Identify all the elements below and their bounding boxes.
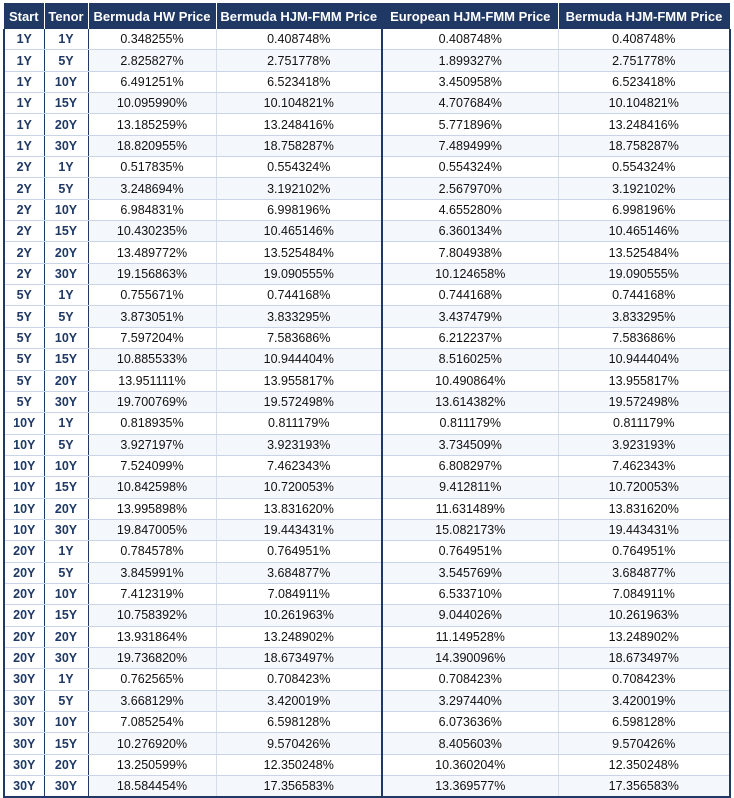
table-row: [4, 157, 730, 178]
bermuda-hw-price-cell: 3.873051%: [88, 306, 216, 327]
table-row: [4, 285, 730, 306]
bermuda-hjm-fmm-price-cell: 10.465146%: [216, 221, 382, 242]
start-cell: 5Y: [4, 327, 44, 348]
bermuda-hw-price-cell: 7.524099%: [88, 455, 216, 476]
bermuda-hjm-fmm-price-2-cell: 9.570426%: [558, 733, 730, 754]
header-bermuda-hw-price: Bermuda HW Price: [88, 3, 216, 29]
bermuda-hjm-fmm-price-cell: 0.811179%: [216, 413, 382, 434]
bermuda-hjm-fmm-price-2-cell: 6.998196%: [558, 199, 730, 220]
start-cell: 10Y: [4, 519, 44, 540]
bermuda-hjm-fmm-price-2-cell: 3.833295%: [558, 306, 730, 327]
start-cell: 5Y: [4, 370, 44, 391]
bermuda-hjm-fmm-price-2-cell: 3.192102%: [558, 178, 730, 199]
tenor-cell: 5Y: [44, 178, 88, 199]
table-row: [4, 327, 730, 348]
tenor-cell: 15Y: [44, 477, 88, 498]
table-row: [4, 434, 730, 455]
bermuda-hjm-fmm-price-cell: 19.572498%: [216, 391, 382, 412]
bermuda-hjm-fmm-price-2-cell: 19.090555%: [558, 263, 730, 284]
bermuda-hjm-fmm-price-cell: 18.758287%: [216, 135, 382, 156]
table-row: [4, 690, 730, 711]
european-hjm-fmm-price-cell: 7.804938%: [382, 242, 558, 263]
bermuda-hw-price-cell: 19.847005%: [88, 519, 216, 540]
bermuda-hw-price-cell: 3.668129%: [88, 690, 216, 711]
bermuda-hjm-fmm-price-cell: 13.831620%: [216, 498, 382, 519]
header-bermuda-hjm-fmm-price: Bermuda HJM-FMM Price: [216, 3, 382, 29]
european-hjm-fmm-price-cell: 0.744168%: [382, 285, 558, 306]
bermuda-hw-price-cell: 7.085254%: [88, 712, 216, 733]
start-cell: 20Y: [4, 583, 44, 604]
bermuda-hjm-fmm-price-2-cell: 0.811179%: [558, 413, 730, 434]
table-body: [4, 29, 730, 797]
table-row: [4, 519, 730, 540]
european-hjm-fmm-price-cell: 6.212237%: [382, 327, 558, 348]
header-bermuda-hjm-fmm-price-2: Bermuda HJM-FMM Price: [558, 3, 730, 29]
bermuda-hjm-fmm-price-cell: 0.408748%: [216, 29, 382, 50]
table-row: [4, 71, 730, 92]
bermuda-hw-price-cell: 6.491251%: [88, 71, 216, 92]
european-hjm-fmm-price-cell: 0.554324%: [382, 157, 558, 178]
start-cell: 2Y: [4, 221, 44, 242]
table-row: [4, 349, 730, 370]
price-comparison-table-wrapper: [3, 3, 729, 798]
tenor-cell: 5Y: [44, 434, 88, 455]
bermuda-hjm-fmm-price-cell: 0.554324%: [216, 157, 382, 178]
european-hjm-fmm-price-cell: 10.490864%: [382, 370, 558, 391]
table-row: [4, 135, 730, 156]
bermuda-hjm-fmm-price-2-cell: 18.758287%: [558, 135, 730, 156]
table-header: [4, 3, 730, 29]
bermuda-hw-price-cell: 0.755671%: [88, 285, 216, 306]
bermuda-hjm-fmm-price-2-cell: 19.572498%: [558, 391, 730, 412]
start-cell: 30Y: [4, 754, 44, 775]
bermuda-hw-price-cell: 10.095990%: [88, 93, 216, 114]
header-row: [4, 3, 730, 29]
european-hjm-fmm-price-cell: 1.899327%: [382, 50, 558, 71]
tenor-cell: 30Y: [44, 135, 88, 156]
bermuda-hjm-fmm-price-2-cell: 18.673497%: [558, 647, 730, 668]
tenor-cell: 10Y: [44, 327, 88, 348]
tenor-cell: 30Y: [44, 647, 88, 668]
table-row: [4, 199, 730, 220]
table-row: [4, 541, 730, 562]
bermuda-hjm-fmm-price-2-cell: 7.084911%: [558, 583, 730, 604]
european-hjm-fmm-price-cell: 6.073636%: [382, 712, 558, 733]
bermuda-hw-price-cell: 13.250599%: [88, 754, 216, 775]
bermuda-hjm-fmm-price-cell: 3.420019%: [216, 690, 382, 711]
start-cell: 2Y: [4, 263, 44, 284]
european-hjm-fmm-price-cell: 0.408748%: [382, 29, 558, 50]
tenor-cell: 20Y: [44, 370, 88, 391]
bermuda-hjm-fmm-price-cell: 3.684877%: [216, 562, 382, 583]
start-cell: 30Y: [4, 733, 44, 754]
bermuda-hjm-fmm-price-2-cell: 13.955817%: [558, 370, 730, 391]
bermuda-hjm-fmm-price-2-cell: 7.583686%: [558, 327, 730, 348]
tenor-cell: 5Y: [44, 562, 88, 583]
table-row: [4, 242, 730, 263]
bermuda-hjm-fmm-price-2-cell: 3.684877%: [558, 562, 730, 583]
bermuda-hw-price-cell: 3.927197%: [88, 434, 216, 455]
header-tenor: Tenor: [44, 3, 88, 29]
tenor-cell: 5Y: [44, 50, 88, 71]
tenor-cell: 15Y: [44, 605, 88, 626]
table-row: [4, 370, 730, 391]
tenor-cell: 30Y: [44, 391, 88, 412]
tenor-cell: 1Y: [44, 157, 88, 178]
tenor-cell: 10Y: [44, 712, 88, 733]
bermuda-hw-price-cell: 0.762565%: [88, 669, 216, 690]
tenor-cell: 10Y: [44, 71, 88, 92]
table-row: [4, 50, 730, 71]
european-hjm-fmm-price-cell: 7.489499%: [382, 135, 558, 156]
start-cell: 5Y: [4, 306, 44, 327]
start-cell: 30Y: [4, 776, 44, 798]
table-row: [4, 776, 730, 798]
start-cell: 10Y: [4, 477, 44, 498]
start-cell: 5Y: [4, 349, 44, 370]
price-comparison-table: [3, 3, 731, 798]
bermuda-hw-price-cell: 0.818935%: [88, 413, 216, 434]
table-row: [4, 712, 730, 733]
start-cell: 30Y: [4, 712, 44, 733]
bermuda-hw-price-cell: 7.597204%: [88, 327, 216, 348]
bermuda-hw-price-cell: 10.430235%: [88, 221, 216, 242]
bermuda-hw-price-cell: 13.931864%: [88, 626, 216, 647]
bermuda-hjm-fmm-price-cell: 17.356583%: [216, 776, 382, 798]
bermuda-hjm-fmm-price-2-cell: 13.831620%: [558, 498, 730, 519]
european-hjm-fmm-price-cell: 13.614382%: [382, 391, 558, 412]
bermuda-hjm-fmm-price-cell: 13.248902%: [216, 626, 382, 647]
tenor-cell: 15Y: [44, 221, 88, 242]
bermuda-hjm-fmm-price-cell: 7.084911%: [216, 583, 382, 604]
european-hjm-fmm-price-cell: 3.734509%: [382, 434, 558, 455]
bermuda-hjm-fmm-price-2-cell: 7.462343%: [558, 455, 730, 476]
tenor-cell: 1Y: [44, 413, 88, 434]
european-hjm-fmm-price-cell: 4.707684%: [382, 93, 558, 114]
bermuda-hjm-fmm-price-2-cell: 10.465146%: [558, 221, 730, 242]
bermuda-hw-price-cell: 10.758392%: [88, 605, 216, 626]
table-row: [4, 114, 730, 135]
bermuda-hw-price-cell: 10.276920%: [88, 733, 216, 754]
table-row: [4, 263, 730, 284]
tenor-cell: 20Y: [44, 626, 88, 647]
start-cell: 30Y: [4, 690, 44, 711]
start-cell: 1Y: [4, 135, 44, 156]
table-row: [4, 605, 730, 626]
table-row: [4, 669, 730, 690]
bermuda-hjm-fmm-price-2-cell: 10.261963%: [558, 605, 730, 626]
european-hjm-fmm-price-cell: 3.545769%: [382, 562, 558, 583]
start-cell: 10Y: [4, 434, 44, 455]
bermuda-hw-price-cell: 6.984831%: [88, 199, 216, 220]
bermuda-hjm-fmm-price-cell: 0.708423%: [216, 669, 382, 690]
header-start: Start: [4, 3, 44, 29]
european-hjm-fmm-price-cell: 8.405603%: [382, 733, 558, 754]
bermuda-hw-price-cell: 0.348255%: [88, 29, 216, 50]
bermuda-hjm-fmm-price-2-cell: 6.598128%: [558, 712, 730, 733]
start-cell: 1Y: [4, 71, 44, 92]
tenor-cell: 30Y: [44, 519, 88, 540]
start-cell: 20Y: [4, 605, 44, 626]
european-hjm-fmm-price-cell: 3.297440%: [382, 690, 558, 711]
bermuda-hjm-fmm-price-cell: 10.720053%: [216, 477, 382, 498]
tenor-cell: 20Y: [44, 242, 88, 263]
tenor-cell: 1Y: [44, 541, 88, 562]
start-cell: 10Y: [4, 498, 44, 519]
european-hjm-fmm-price-cell: 5.771896%: [382, 114, 558, 135]
bermuda-hjm-fmm-price-2-cell: 10.720053%: [558, 477, 730, 498]
header-european-hjm-fmm-price: European HJM-FMM Price: [382, 3, 558, 29]
bermuda-hjm-fmm-price-2-cell: 0.408748%: [558, 29, 730, 50]
bermuda-hjm-fmm-price-2-cell: 12.350248%: [558, 754, 730, 775]
bermuda-hjm-fmm-price-cell: 3.833295%: [216, 306, 382, 327]
bermuda-hw-price-cell: 19.736820%: [88, 647, 216, 668]
european-hjm-fmm-price-cell: 6.533710%: [382, 583, 558, 604]
tenor-cell: 20Y: [44, 498, 88, 519]
tenor-cell: 5Y: [44, 690, 88, 711]
bermuda-hjm-fmm-price-cell: 9.570426%: [216, 733, 382, 754]
bermuda-hjm-fmm-price-2-cell: 13.525484%: [558, 242, 730, 263]
table-row: [4, 647, 730, 668]
table-row: [4, 455, 730, 476]
bermuda-hjm-fmm-price-cell: 13.248416%: [216, 114, 382, 135]
european-hjm-fmm-price-cell: 3.437479%: [382, 306, 558, 327]
bermuda-hjm-fmm-price-cell: 10.261963%: [216, 605, 382, 626]
bermuda-hjm-fmm-price-cell: 7.462343%: [216, 455, 382, 476]
bermuda-hjm-fmm-price-cell: 18.673497%: [216, 647, 382, 668]
bermuda-hw-price-cell: 10.885533%: [88, 349, 216, 370]
european-hjm-fmm-price-cell: 0.708423%: [382, 669, 558, 690]
start-cell: 2Y: [4, 242, 44, 263]
start-cell: 20Y: [4, 562, 44, 583]
start-cell: 5Y: [4, 285, 44, 306]
table-row: [4, 413, 730, 434]
bermuda-hjm-fmm-price-2-cell: 3.923193%: [558, 434, 730, 455]
bermuda-hjm-fmm-price-2-cell: 0.744168%: [558, 285, 730, 306]
bermuda-hw-price-cell: 3.845991%: [88, 562, 216, 583]
bermuda-hjm-fmm-price-cell: 0.744168%: [216, 285, 382, 306]
european-hjm-fmm-price-cell: 11.149528%: [382, 626, 558, 647]
bermuda-hw-price-cell: 18.820955%: [88, 135, 216, 156]
start-cell: 20Y: [4, 626, 44, 647]
bermuda-hjm-fmm-price-2-cell: 3.420019%: [558, 690, 730, 711]
tenor-cell: 10Y: [44, 455, 88, 476]
tenor-cell: 1Y: [44, 29, 88, 50]
table-row: [4, 498, 730, 519]
start-cell: 10Y: [4, 413, 44, 434]
bermuda-hjm-fmm-price-2-cell: 2.751778%: [558, 50, 730, 71]
bermuda-hjm-fmm-price-cell: 10.104821%: [216, 93, 382, 114]
tenor-cell: 1Y: [44, 285, 88, 306]
european-hjm-fmm-price-cell: 10.360204%: [382, 754, 558, 775]
european-hjm-fmm-price-cell: 0.811179%: [382, 413, 558, 434]
bermuda-hjm-fmm-price-cell: 19.443431%: [216, 519, 382, 540]
table-row: [4, 178, 730, 199]
table-row: [4, 733, 730, 754]
table-row: [4, 626, 730, 647]
bermuda-hw-price-cell: 13.185259%: [88, 114, 216, 135]
bermuda-hjm-fmm-price-2-cell: 0.554324%: [558, 157, 730, 178]
bermuda-hjm-fmm-price-2-cell: 13.248416%: [558, 114, 730, 135]
start-cell: 10Y: [4, 455, 44, 476]
bermuda-hjm-fmm-price-cell: 6.523418%: [216, 71, 382, 92]
bermuda-hjm-fmm-price-cell: 6.598128%: [216, 712, 382, 733]
bermuda-hw-price-cell: 2.825827%: [88, 50, 216, 71]
tenor-cell: 10Y: [44, 199, 88, 220]
bermuda-hw-price-cell: 10.842598%: [88, 477, 216, 498]
start-cell: 30Y: [4, 669, 44, 690]
bermuda-hw-price-cell: 0.517835%: [88, 157, 216, 178]
bermuda-hjm-fmm-price-cell: 12.350248%: [216, 754, 382, 775]
bermuda-hjm-fmm-price-cell: 0.764951%: [216, 541, 382, 562]
bermuda-hjm-fmm-price-cell: 19.090555%: [216, 263, 382, 284]
table-row: [4, 562, 730, 583]
tenor-cell: 1Y: [44, 669, 88, 690]
bermuda-hw-price-cell: 19.156863%: [88, 263, 216, 284]
bermuda-hw-price-cell: 18.584454%: [88, 776, 216, 798]
bermuda-hjm-fmm-price-2-cell: 19.443431%: [558, 519, 730, 540]
table-row: [4, 583, 730, 604]
start-cell: 1Y: [4, 114, 44, 135]
bermuda-hjm-fmm-price-cell: 13.525484%: [216, 242, 382, 263]
tenor-cell: 10Y: [44, 583, 88, 604]
table-row: [4, 221, 730, 242]
bermuda-hjm-fmm-price-2-cell: 0.764951%: [558, 541, 730, 562]
table-row: [4, 754, 730, 775]
european-hjm-fmm-price-cell: 6.360134%: [382, 221, 558, 242]
tenor-cell: 20Y: [44, 114, 88, 135]
european-hjm-fmm-price-cell: 8.516025%: [382, 349, 558, 370]
tenor-cell: 20Y: [44, 754, 88, 775]
european-hjm-fmm-price-cell: 10.124658%: [382, 263, 558, 284]
european-hjm-fmm-price-cell: 9.044026%: [382, 605, 558, 626]
european-hjm-fmm-price-cell: 11.631489%: [382, 498, 558, 519]
european-hjm-fmm-price-cell: 3.450958%: [382, 71, 558, 92]
bermuda-hw-price-cell: 13.995898%: [88, 498, 216, 519]
tenor-cell: 15Y: [44, 349, 88, 370]
european-hjm-fmm-price-cell: 15.082173%: [382, 519, 558, 540]
table-row: [4, 93, 730, 114]
start-cell: 2Y: [4, 157, 44, 178]
bermuda-hw-price-cell: 7.412319%: [88, 583, 216, 604]
tenor-cell: 5Y: [44, 306, 88, 327]
bermuda-hjm-fmm-price-2-cell: 17.356583%: [558, 776, 730, 798]
bermuda-hjm-fmm-price-2-cell: 13.248902%: [558, 626, 730, 647]
start-cell: 1Y: [4, 50, 44, 71]
tenor-cell: 30Y: [44, 263, 88, 284]
start-cell: 5Y: [4, 391, 44, 412]
european-hjm-fmm-price-cell: 9.412811%: [382, 477, 558, 498]
bermuda-hjm-fmm-price-2-cell: 10.944404%: [558, 349, 730, 370]
bermuda-hjm-fmm-price-cell: 7.583686%: [216, 327, 382, 348]
start-cell: 20Y: [4, 647, 44, 668]
table-row: [4, 391, 730, 412]
bermuda-hjm-fmm-price-cell: 3.192102%: [216, 178, 382, 199]
bermuda-hw-price-cell: 3.248694%: [88, 178, 216, 199]
tenor-cell: 15Y: [44, 93, 88, 114]
european-hjm-fmm-price-cell: 6.808297%: [382, 455, 558, 476]
bermuda-hjm-fmm-price-cell: 6.998196%: [216, 199, 382, 220]
table-row: [4, 477, 730, 498]
bermuda-hjm-fmm-price-cell: 13.955817%: [216, 370, 382, 391]
start-cell: 1Y: [4, 29, 44, 50]
bermuda-hw-price-cell: 13.951111%: [88, 370, 216, 391]
start-cell: 1Y: [4, 93, 44, 114]
bermuda-hjm-fmm-price-2-cell: 10.104821%: [558, 93, 730, 114]
tenor-cell: 30Y: [44, 776, 88, 798]
start-cell: 2Y: [4, 199, 44, 220]
bermuda-hw-price-cell: 13.489772%: [88, 242, 216, 263]
bermuda-hjm-fmm-price-cell: 3.923193%: [216, 434, 382, 455]
tenor-cell: 15Y: [44, 733, 88, 754]
bermuda-hjm-fmm-price-cell: 2.751778%: [216, 50, 382, 71]
start-cell: 2Y: [4, 178, 44, 199]
bermuda-hjm-fmm-price-2-cell: 6.523418%: [558, 71, 730, 92]
bermuda-hw-price-cell: 19.700769%: [88, 391, 216, 412]
table-row: [4, 29, 730, 50]
european-hjm-fmm-price-cell: 2.567970%: [382, 178, 558, 199]
european-hjm-fmm-price-cell: 0.764951%: [382, 541, 558, 562]
bermuda-hjm-fmm-price-2-cell: 0.708423%: [558, 669, 730, 690]
european-hjm-fmm-price-cell: 14.390096%: [382, 647, 558, 668]
european-hjm-fmm-price-cell: 4.655280%: [382, 199, 558, 220]
bermuda-hjm-fmm-price-cell: 10.944404%: [216, 349, 382, 370]
european-hjm-fmm-price-cell: 13.369577%: [382, 776, 558, 798]
table-row: [4, 306, 730, 327]
bermuda-hw-price-cell: 0.784578%: [88, 541, 216, 562]
start-cell: 20Y: [4, 541, 44, 562]
